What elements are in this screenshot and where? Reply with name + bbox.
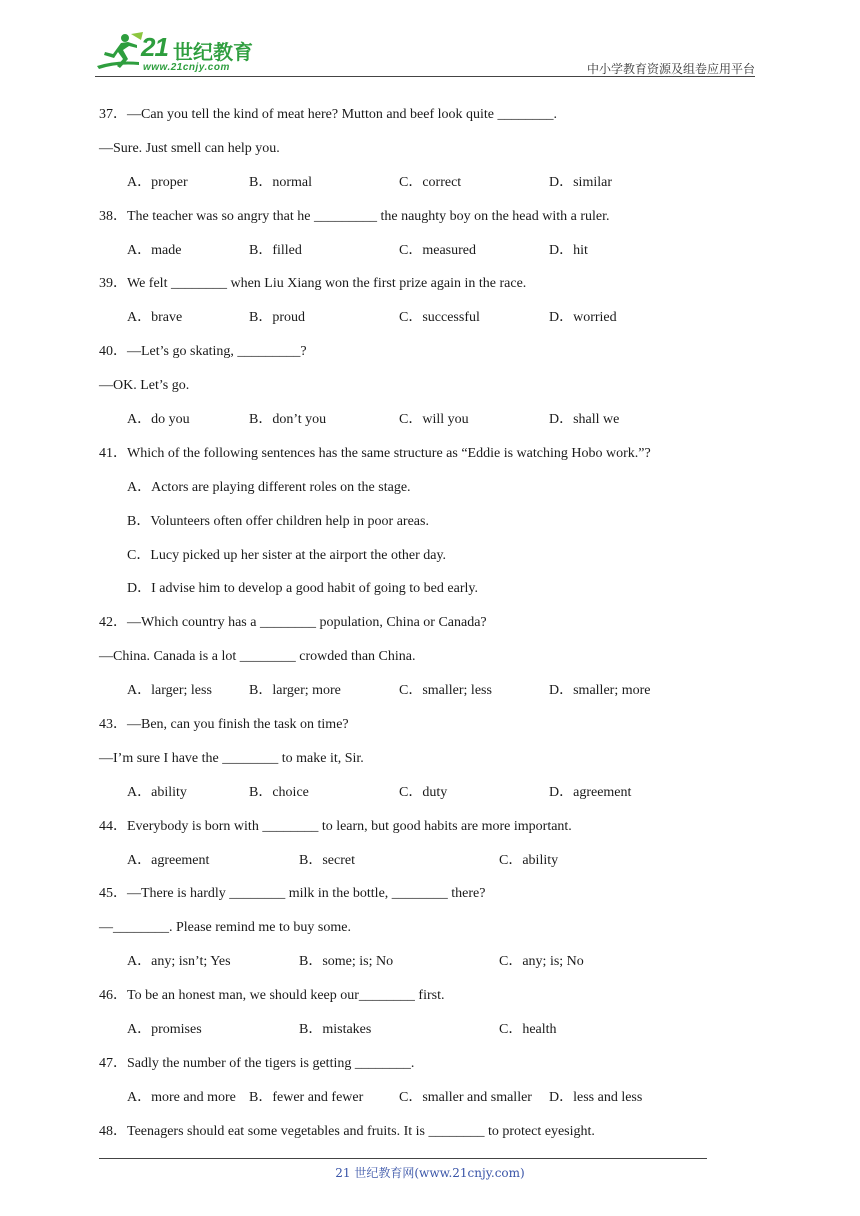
logo-number: 21 bbox=[141, 32, 168, 62]
answer-option[interactable]: C．measured bbox=[399, 242, 476, 258]
answer-option[interactable]: B．secret bbox=[299, 852, 355, 868]
answer-option[interactable]: D．agreement bbox=[549, 784, 632, 800]
answer-option[interactable]: D．similar bbox=[549, 174, 612, 190]
answer-option[interactable]: C．any; is; No bbox=[499, 954, 584, 970]
question-list bbox=[99, 104, 759, 1155]
answer-option[interactable]: A．proper bbox=[127, 174, 188, 190]
answer-option[interactable]: B．don’t you bbox=[249, 412, 327, 428]
answer-option[interactable]: B．proud bbox=[249, 310, 305, 326]
footer-text: 21 世纪教育网(www.21cnjy.com) bbox=[335, 1166, 525, 1180]
header-divider bbox=[95, 76, 755, 77]
question-stem: 46．To be an honest man, we should keep our________ first. bbox=[99, 988, 445, 1004]
answer-option[interactable]: B．choice bbox=[249, 784, 309, 800]
question-reply: —OK. Let’s go. bbox=[99, 378, 190, 394]
answer-option[interactable]: A．agreement bbox=[127, 852, 210, 868]
answer-option[interactable]: C．duty bbox=[399, 784, 448, 800]
question-stem: 37．—Can you tell the kind of meat here? Mutton and beef look quite ________. bbox=[99, 107, 558, 122]
running-figure-icon bbox=[95, 32, 145, 72]
answer-option[interactable]: D．shall we bbox=[549, 412, 620, 428]
answer-option[interactable]: D．I advise him to develop a good habit of going to bed early. bbox=[127, 581, 478, 597]
answer-option[interactable]: D．worried bbox=[549, 310, 617, 326]
logo-chinese-name: 世纪教育 bbox=[173, 40, 253, 64]
answer-option[interactable]: C．Lucy picked up her sister at the airport the other day. bbox=[127, 547, 447, 563]
answer-option[interactable]: C．correct bbox=[399, 174, 462, 190]
question-reply: —Sure. Just smell can help you. bbox=[99, 140, 280, 156]
question-stem: 48．Teenagers should eat some vegetables and fruits. It is ________ to protect eyesight. bbox=[99, 1123, 595, 1139]
answer-option[interactable]: C．ability bbox=[499, 852, 559, 868]
option-row bbox=[99, 1087, 759, 1121]
answer-option[interactable]: B．mistakes bbox=[299, 1022, 372, 1038]
page-header bbox=[0, 0, 860, 80]
question-stem: 38．The teacher was so angry that he _________ the naughty boy on the head with a ruler. bbox=[99, 208, 610, 224]
answer-option[interactable]: A．promises bbox=[127, 1022, 202, 1038]
answer-option[interactable]: B．fewer and fewer bbox=[249, 1089, 364, 1105]
logo-url: www.21cnjy.com bbox=[143, 62, 230, 73]
question-stem: 41．Which of the following sentences has the same structure as “Eddie is watching Hobo work.”? bbox=[99, 445, 651, 461]
question-stem: 47．Sadly the number of the tigers is getting ________. bbox=[99, 1055, 415, 1071]
question-stem: 44．Everybody is born with ________ to learn, but good habits are more important. bbox=[99, 818, 572, 834]
answer-option[interactable]: A．larger; less bbox=[127, 683, 212, 699]
footer-divider bbox=[99, 1158, 707, 1159]
answer-option[interactable]: C．will you bbox=[399, 412, 469, 428]
answer-option[interactable]: B．normal bbox=[249, 174, 312, 190]
header-platform-name: 中小学教育资源及组卷应用平台 bbox=[586, 62, 755, 76]
answer-option[interactable]: C．smaller and smaller bbox=[399, 1089, 532, 1105]
option-row bbox=[99, 172, 759, 206]
question-stem: 39．We felt ________ when Liu Xiang won the first prize again in the race. bbox=[99, 276, 527, 292]
answer-option[interactable]: B．some; is; No bbox=[299, 954, 394, 970]
answer-option[interactable]: A．do you bbox=[127, 412, 190, 428]
answer-option[interactable]: C．smaller; less bbox=[399, 683, 492, 699]
question-stem: 45．—There is hardly ________ milk in the bottle, ________ there? bbox=[99, 886, 486, 902]
answer-option[interactable]: D．less and less bbox=[549, 1089, 643, 1105]
question-stem: 43．—Ben, can you finish the task on time? bbox=[99, 717, 349, 733]
answer-option[interactable]: A．ability bbox=[127, 784, 187, 800]
answer-option[interactable]: D．hit bbox=[549, 242, 588, 258]
answer-option[interactable]: A．Actors are playing different roles on the stage. bbox=[127, 479, 411, 495]
answer-option[interactable]: C．health bbox=[499, 1022, 557, 1038]
answer-option[interactable]: A．more and more bbox=[127, 1089, 236, 1105]
question-stem: 40．—Let’s go skating, _________? bbox=[99, 344, 307, 360]
option-row bbox=[99, 1019, 759, 1053]
option-row bbox=[99, 240, 759, 274]
answer-option[interactable]: B．filled bbox=[249, 242, 302, 258]
question-reply: —China. Canada is a lot ________ crowded than China. bbox=[99, 649, 416, 665]
option-row bbox=[99, 680, 759, 714]
answer-option[interactable]: D．smaller; more bbox=[549, 683, 651, 699]
question-reply: —________. Please remind me to buy some. bbox=[99, 920, 351, 936]
question-reply: —I’m sure I have the ________ to make it, Sir. bbox=[99, 750, 364, 766]
option-row bbox=[99, 850, 759, 884]
answer-option[interactable]: C．successful bbox=[399, 310, 480, 326]
option-row bbox=[99, 951, 759, 985]
answer-option[interactable]: B．larger; more bbox=[249, 683, 341, 699]
option-row bbox=[99, 409, 759, 443]
option-row bbox=[99, 307, 759, 341]
option-row bbox=[99, 782, 759, 816]
question-stem: 42．—Which country has a ________ population, China or Canada? bbox=[99, 615, 487, 631]
answer-option[interactable]: A．any; isn’t; Yes bbox=[127, 954, 231, 970]
answer-option[interactable]: B．Volunteers often offer children help in poor areas. bbox=[127, 513, 429, 529]
brand-logo bbox=[95, 30, 265, 76]
answer-option[interactable]: A．made bbox=[127, 242, 182, 258]
answer-option[interactable]: A．brave bbox=[127, 310, 183, 326]
